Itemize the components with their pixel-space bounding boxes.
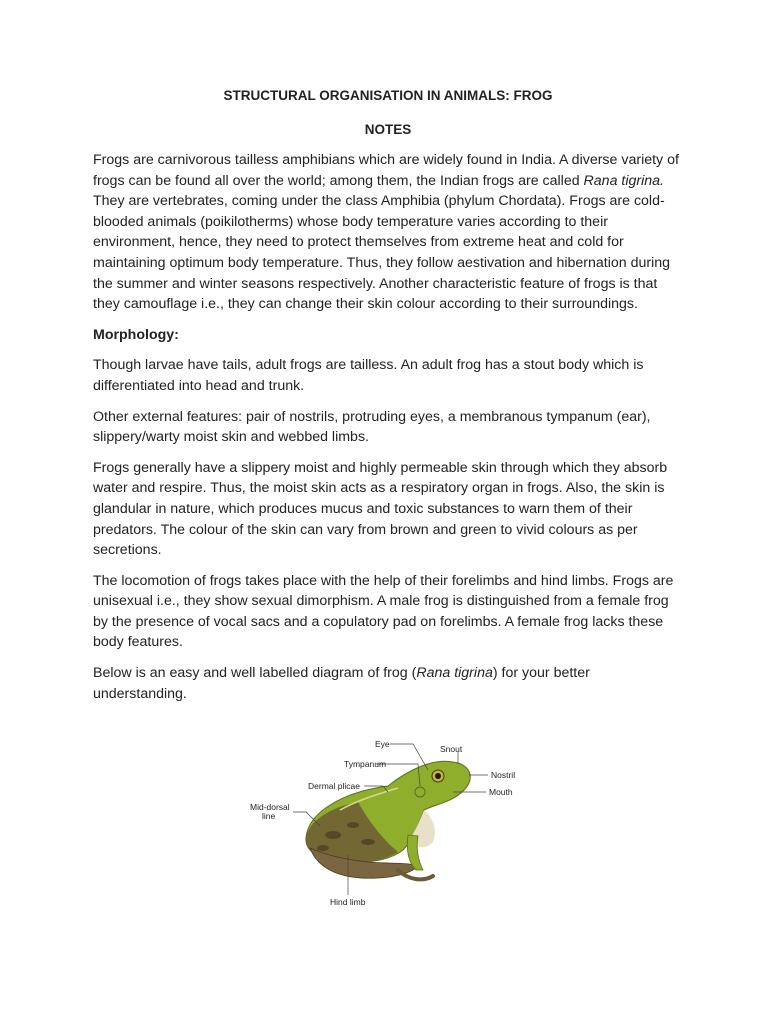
label-nostril: Nostril — [491, 770, 516, 780]
label-mid-dorsal-line: line — [262, 811, 276, 821]
paragraph-locomotion: The locomotion of frogs takes place with the help of their forelimbs and hind limbs. Frogs are unisexual i.e., they show sexual dimorphism. A male frog is distinguished from a female frog by the presence of vocal sacs and a copulatory pad on forelimbs. A female frog lacks these body features. — [93, 572, 674, 651]
label-mouth: Mouth — [489, 787, 513, 797]
paragraph-skin: Frogs generally have a slippery moist and highly permeable skin through which they absorb water and respire. Thus, the moist skin acts as a respiratory organ in frogs. Also, the skin is glandular in nature, which produces mucus and toxic substances to warn them of their predators. The colour of the skin can vary from brown and green to vivid colours as per secretions. — [93, 459, 668, 559]
intro-species-name: Rana tigrina. — [583, 172, 664, 189]
closing-paragraph — [93, 663, 683, 704]
label-dermal-plicae: Dermal plicae — [308, 781, 360, 791]
label-hind-limb: Hind limb — [330, 897, 366, 907]
paragraph-tailless: Though larvae have tails, adult frogs are tailless. An adult frog has a stout body which is differentiated into head and trunk. — [93, 357, 644, 394]
frog-diagram — [248, 730, 538, 915]
frog-illustration — [248, 730, 538, 915]
closing-species-name: Rana tigrina — [416, 665, 493, 682]
morphology-heading: Morphology: — [93, 326, 179, 343]
closing-text-2: ) for your better understanding. — [93, 665, 590, 702]
intro-text-2: They are vertebrates, coming under the class Amphibia (phylum Chordata). Frogs are cold-blooded animals (poikilotherms) whose body temperature varies according to their environment, hence, they need to protect themselves from extreme heat and cold for maintaining optimum body temperature. Thus, they follow aestivation and hibernation during the summer and winter seasons respectively. Another characteristic feature of frogs is that they camouflage i.e., they can change their skin colour according to their surroundings. — [93, 193, 671, 313]
label-tympanum: Tympanum — [344, 759, 387, 769]
label-eye: Eye — [375, 739, 390, 749]
closing-text-1: Below is an easy and well labelled diagram of frog ( — [93, 665, 417, 682]
label-mid-dorsal: Mid-dorsal — [250, 802, 290, 812]
intro-paragraph — [93, 150, 683, 315]
document-subtitle: NOTES — [364, 122, 412, 137]
label-snout: Snout — [440, 744, 463, 754]
document-title: STRUCTURAL ORGANISATION IN ANIMALS: FROG — [223, 88, 553, 103]
paragraph-external-features: Other external features: pair of nostrils, protruding eyes, a membranous tympanum (ear), slippery/warty moist skin and webbed limbs. — [93, 408, 651, 446]
intro-text-1: Frogs are carnivorous tailless amphibians which are widely found in India. A diverse variety of frogs can be found all over the world; among them, the Indian frogs are called — [93, 152, 679, 189]
document-body — [93, 86, 683, 714]
